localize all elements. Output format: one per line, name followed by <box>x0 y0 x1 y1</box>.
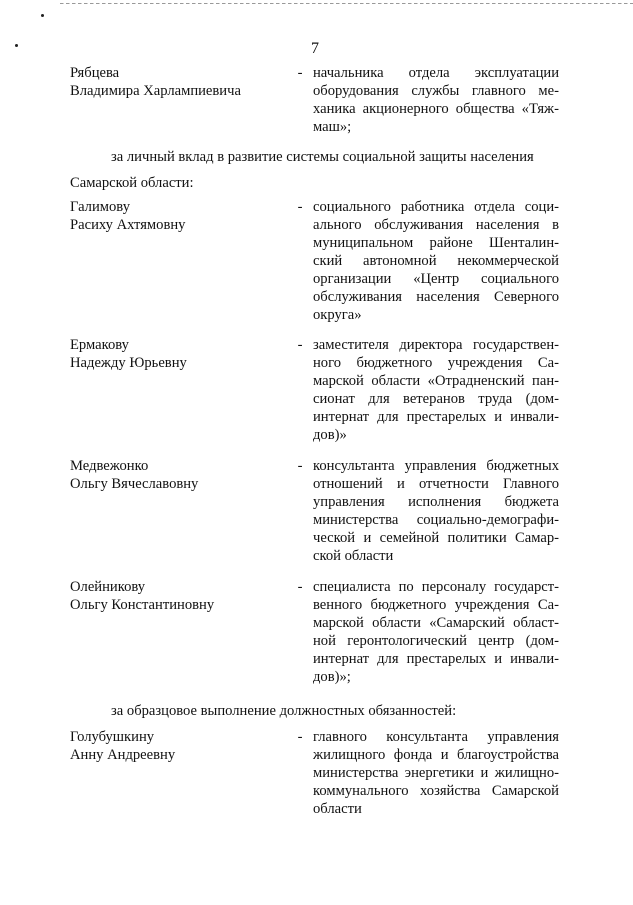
person-position <box>313 198 559 324</box>
person-surname: Ермакову <box>70 337 129 353</box>
position-line: организации «Центр социального <box>313 271 559 287</box>
person-given-name: Анну Андреевну <box>70 747 176 763</box>
position-line: венного бюджетного учреждения Са- <box>313 597 559 613</box>
position-line: министерства социально-демографи- <box>313 512 559 528</box>
person-name <box>70 728 290 764</box>
section-heading-social-protection-cont: Самарской области: <box>70 175 194 191</box>
position-line: ханика акционерного общества «Тяж- <box>313 101 559 117</box>
position-line: ческой и семейной политики Самар- <box>313 530 559 546</box>
person-position <box>313 578 559 686</box>
position-line: области <box>313 801 362 817</box>
person-name <box>70 64 290 100</box>
person-given-name: Ольгу Вячеславовну <box>70 476 199 492</box>
entry-dash: - <box>297 199 303 215</box>
position-line: отношений и отчетности Главного <box>313 476 559 492</box>
position-line: министерства энергетики и жилищно- <box>313 765 559 781</box>
person-surname: Рябцева <box>70 65 120 81</box>
position-line: ного бюджетного учреждения Са- <box>313 355 559 371</box>
position-line: жилищного фонда и благоустройства <box>313 747 559 763</box>
person-surname: Медвежонко <box>70 458 149 474</box>
person-given-name: Ольгу Константиновну <box>70 597 215 613</box>
section-heading-exemplary-duties: за образцовое выполнение должностных обязанностей: <box>111 703 457 719</box>
person-surname: Галимову <box>70 199 130 215</box>
position-line: сионат для ветеранов труда (дом- <box>313 391 559 407</box>
person-surname: Голубушкину <box>70 729 155 745</box>
person-name <box>70 336 290 372</box>
position-line: оборудования службы главного ме- <box>313 83 559 99</box>
person-given-name: Надежду Юрьевну <box>70 355 187 371</box>
position-line: обслуживания населения Северного <box>313 289 559 305</box>
position-line: дов)» <box>313 427 347 443</box>
position-line: главного консультанта управления <box>313 729 559 745</box>
position-line: ский автономной некоммерческой <box>313 253 559 269</box>
person-given-name: Расиху Ахтямовну <box>70 217 186 233</box>
position-line: округа» <box>313 307 362 323</box>
person-name <box>70 457 290 493</box>
page-number: 7 <box>311 40 319 57</box>
position-line: заместителя директора государствен- <box>313 337 559 353</box>
top-border-line <box>60 3 633 4</box>
position-line: муниципальном районе Шенталин- <box>313 235 559 251</box>
person-position <box>313 64 559 136</box>
section-heading-social-protection: за личный вклад в развитие системы социальной защиты населения <box>111 149 534 165</box>
person-name <box>70 198 290 234</box>
position-line: управления исполнения бюджета <box>313 494 559 510</box>
position-line: начальника отдела эксплуатации <box>313 65 559 81</box>
position-line: ального обслуживания населения в <box>313 217 559 233</box>
position-line: марской области «Самарский област- <box>313 615 559 631</box>
position-line: интернат для престарелых и инвали- <box>313 651 559 667</box>
person-position <box>313 336 559 444</box>
entry-dash: - <box>297 65 303 81</box>
person-surname: Олейникову <box>70 579 146 595</box>
position-line: интернат для престарелых и инвали- <box>313 409 559 425</box>
position-line: консультанта управления бюджетных <box>313 458 559 474</box>
person-position <box>313 457 559 565</box>
position-line: специалиста по персоналу государст- <box>313 579 559 595</box>
person-name <box>70 578 290 614</box>
person-position <box>313 728 559 818</box>
scan-speck <box>41 14 44 17</box>
scan-speck <box>15 44 18 47</box>
position-line: ной геронтологический центр (дом- <box>313 633 559 649</box>
entry-dash: - <box>297 579 303 595</box>
position-line: маш»; <box>313 119 352 135</box>
position-line: марской области «Отрадненский пан- <box>313 373 559 389</box>
position-line: коммунального хозяйства Самарской <box>313 783 559 799</box>
person-given-name: Владимира Харлампиевича <box>70 83 241 99</box>
entry-dash: - <box>297 337 303 353</box>
position-line: социального работника отдела соци- <box>313 199 559 215</box>
entry-dash: - <box>297 729 303 745</box>
entry-dash: - <box>297 458 303 474</box>
position-line: дов)»; <box>313 669 351 685</box>
position-line: ской области <box>313 548 394 564</box>
